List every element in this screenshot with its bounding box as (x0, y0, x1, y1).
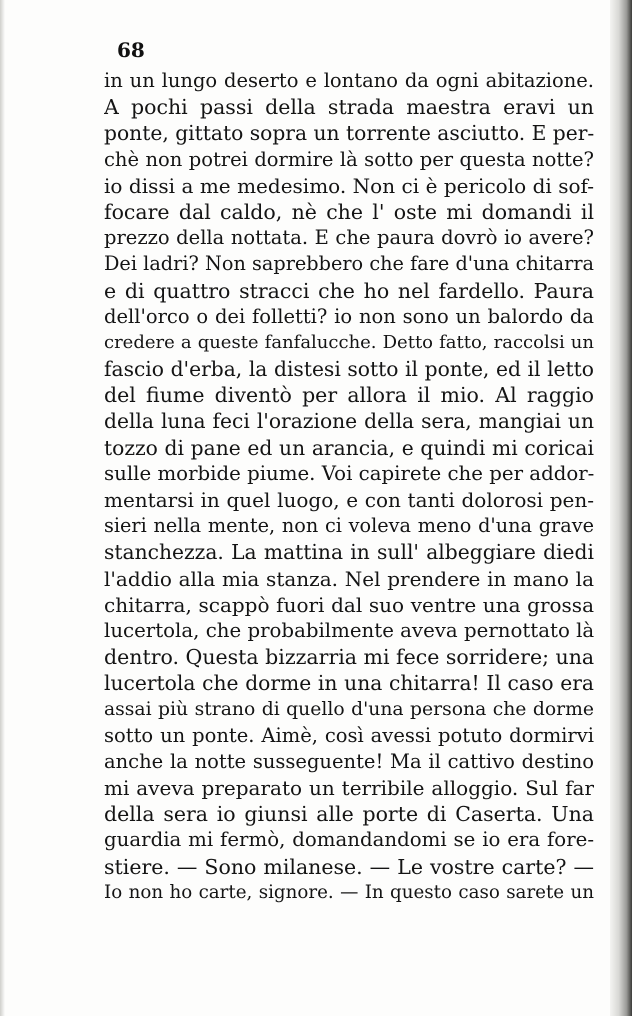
text-line: fascio d'erba, la distesi sotto il ponte, ed il letto (104, 357, 594, 382)
text-line: del fiume diventò per allora il mio. Al raggio (104, 383, 594, 408)
text-line: della luna feci l'orazione della sera, mangiai un (104, 409, 594, 434)
text-line: tozzo di pane ed un arancia, e quindi mi coricai (104, 435, 594, 460)
text-line: stanchezza. La mattina in sull' albeggiare diedi (104, 540, 594, 565)
text-line: lucertola, che probabilmente aveva pernottato là (104, 618, 594, 642)
text-line: A pochi passi della strada maestra eravi un (104, 95, 594, 120)
text-line: assai più strano di quello d'una persona che dorme (104, 698, 594, 720)
text-line: dell'orco o dei folletti? io non sono un balordo da (104, 304, 594, 328)
text-line: della sera io giunsi alle porte di Caserta. Una (104, 802, 594, 827)
text-line: guardia mi fermò, domandandomi se io era fore- (104, 828, 594, 852)
text-line: Dei ladri? Non saprebbero che fare d'una chitarra (104, 252, 594, 276)
page-number: 68 (117, 38, 145, 62)
text-line: chè non potrei dormire là sotto per questa notte? (104, 147, 594, 171)
text-line: l'addio alla mia stanza. Nel prendere in mano la (104, 566, 594, 591)
text-line: io dissi a me medesimo. Non ci è pericolo di sof- (104, 173, 594, 198)
text-line: sotto un ponte. Aimè, così avessi potuto dormirvi (104, 723, 594, 747)
text-line: sieri nella mente, non ci voleva meno d'una grave (104, 514, 594, 538)
text-line: e di quattro stracci che ho nel fardello. Paura (104, 278, 594, 303)
page-binding-shadow (610, 0, 632, 1016)
page-left-edge (0, 0, 5, 1016)
text-line: in un lungo deserto e lontano da ogni abitazione. (104, 69, 594, 92)
text-line: lucertola che dorme in una chitarra! Il caso era (104, 671, 594, 696)
text-line: ponte, gittato sopra un torrente asciutto. E per- (104, 121, 594, 146)
text-line: dentro. Questa bizzarria mi fece sorridere; una (104, 645, 594, 670)
text-line: Io non ho carte, signore. — In questo caso sarete un (104, 881, 594, 903)
text-line: stiere. — Sono milanese. — Le vostre carte? — (104, 854, 594, 879)
text-line: chitarra, scappò fuori dal suo ventre una grossa (104, 592, 594, 617)
text-line: mentarsi in quel luogo, e con tanti dolorosi pen- (104, 488, 594, 512)
text-line: anche la notte susseguente! Ma il cattivo destino (104, 749, 594, 773)
text-line: sulle morbide piume. Voi capirete che per addor- (104, 461, 594, 485)
text-line: credere a queste fanfalucche. Detto fatto, raccolsi un (104, 331, 594, 353)
text-line: mi aveva preparato un terribile alloggio. Sul far (104, 776, 594, 801)
text-line: prezzo della nottata. E che paura dovrò io avere? (104, 226, 594, 250)
text-line: focare dal caldo, nè che l' oste mi domandi il (104, 199, 594, 224)
body-text (104, 68, 594, 906)
